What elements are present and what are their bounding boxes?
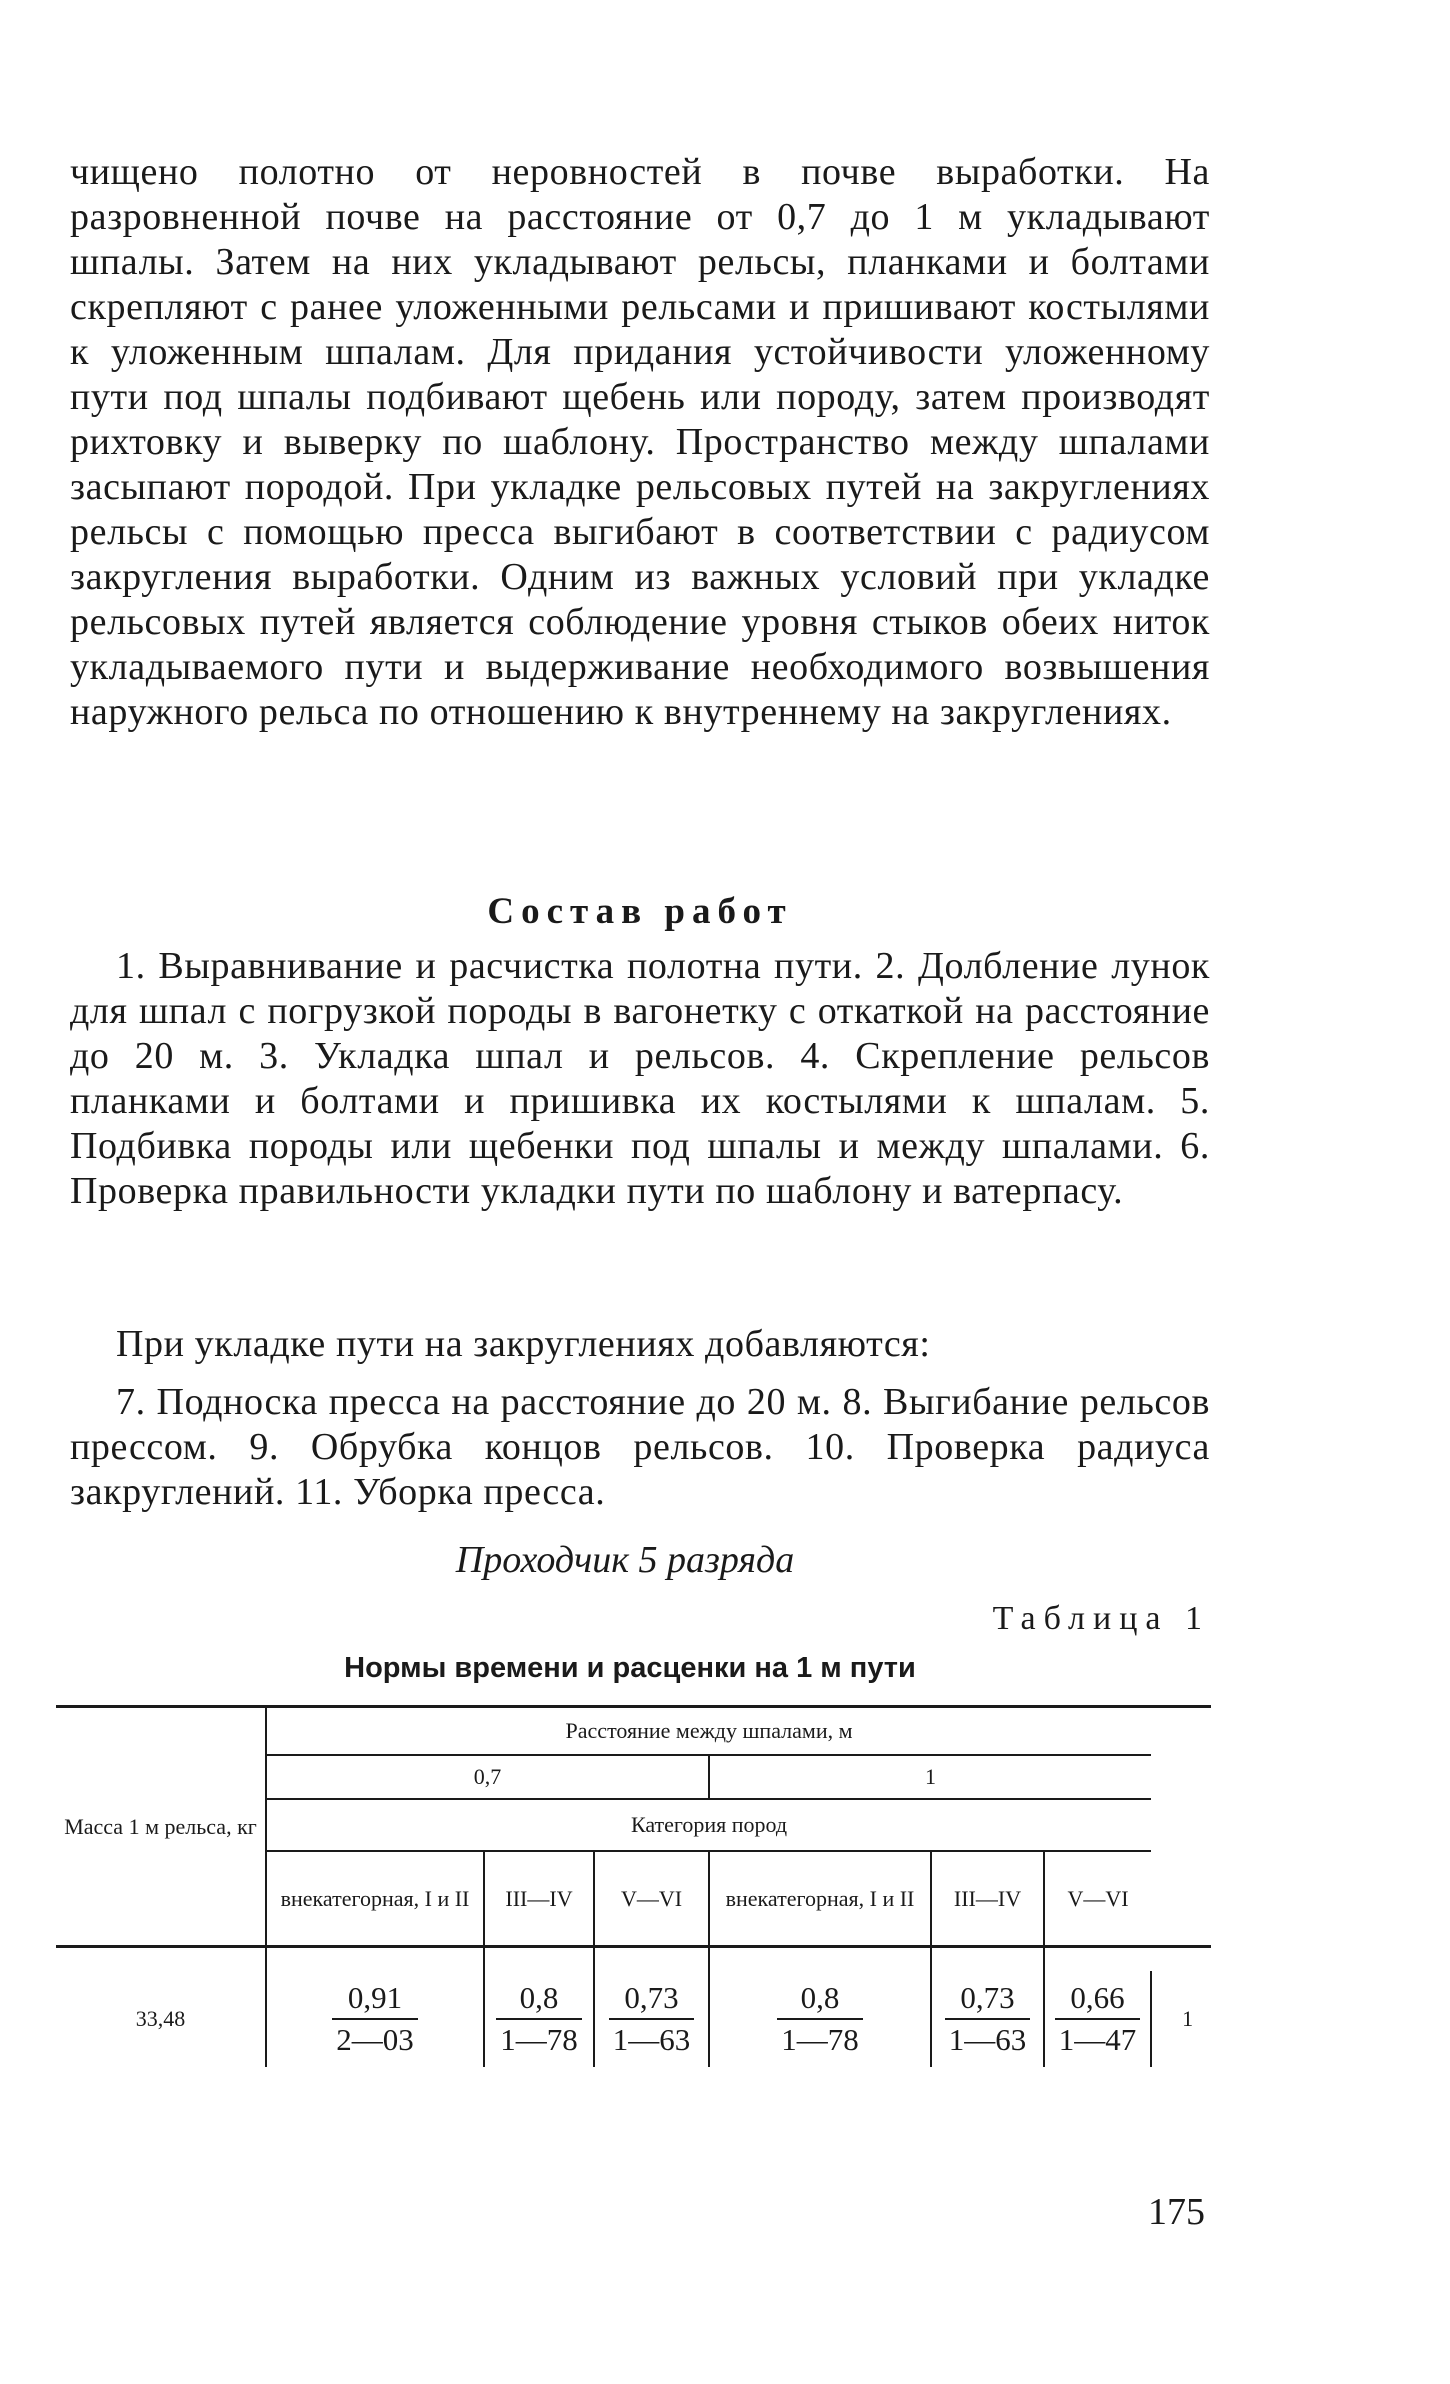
category-header: Категория пород: [266, 1799, 1151, 1851]
curves-intro: [70, 1322, 1210, 1367]
norm-rate: 2—03: [336, 2021, 414, 2057]
curves-intro-text: При укладке пути на закруглениях добавляются:: [116, 1323, 931, 1365]
norm-time: 0,8: [496, 1978, 582, 2020]
spacing-header: Расстояние между шпалами, м: [266, 1707, 1151, 1755]
intro-text: чищено полотно от неровностей в почве выработки. На разровненной почве на расстояние от 0,7 до 1 м укладывают шпалы. Затем на них укладывают рельсы, планками и болтами скрепляют с ранее уложенными рельсами и пришивают костылями к уложенным шпалам. Для придания устойчивости уложенному пути под шпалы подбивают щебень или породу, затем производят рихтовку и выверку по шаблону. Пространство между шпалами засыпают породой. При укладке рельсовых путей на закруглениях рельсы с помощью пресса выгибают в соответствии с радиусом закругления выработки. Одним из важных условий при укладке рельсовых путей является соблюдение уровня стыков обеих ниток укладываемого пути и выдерживание необходимого возвышения наружного рельса по отношению к внутреннему на закруглениях.: [70, 151, 1210, 733]
table-label: Таблица 1: [992, 1600, 1210, 1637]
mass-value: 33,48: [135, 2006, 186, 2031]
category-2: V—VI: [594, 1851, 709, 1947]
rank-title: Проходчик 5 разряда: [455, 1539, 795, 1581]
row-number: 1: [1151, 1971, 1211, 2067]
intro-paragraph: [70, 150, 1210, 735]
category-0: внекатегорная, I и II: [266, 1851, 484, 1947]
curves-list: [70, 1380, 1210, 1515]
spacing-value-0: 0,7: [266, 1755, 709, 1799]
norm-time: 0,73: [945, 1978, 1031, 2020]
curves-paragraph: 7. Подноска пресса на расстояние до 20 м. 8. Выгибание рельсов прессом. 9. Обрубка концов рельсов. 10. Проверка радиуса закруглений. 11. Уборка пресса.: [70, 1381, 1210, 1513]
category-3: внекатегорная, I и II: [709, 1851, 931, 1947]
norm-time: 0,73: [609, 1978, 695, 2020]
spacing-value-1: 1: [709, 1755, 1151, 1799]
header-row-spacing: [56, 1707, 1211, 1755]
norm-cell-5: [1044, 1971, 1151, 2067]
norm-time: 0,8: [777, 1978, 863, 2020]
norm-rate: 1—78: [500, 2021, 578, 2057]
norm-rate: 1—78: [781, 2021, 859, 2057]
norm-cell-2: [594, 1971, 709, 2067]
spacer-row: [56, 1947, 1211, 1971]
mass-header: Масса 1 м рельса, кг: [56, 1707, 266, 1947]
table-row: [56, 1971, 1211, 2067]
norm-rate: 1—47: [1058, 2021, 1137, 2057]
table-caption: Нормы времени и расценки на 1 м пути: [344, 1652, 916, 1684]
norm-cell-4: [931, 1971, 1044, 2067]
category-4: III—IV: [931, 1851, 1044, 1947]
section-heading: Состав работ: [487, 891, 793, 932]
page-number: 175: [1148, 2191, 1205, 2233]
works-list: [70, 944, 1210, 1214]
norm-rate: 1—63: [948, 2021, 1027, 2057]
norm-rate: 1—63: [612, 2021, 691, 2057]
works-paragraph: 1. Выравнивание и расчистка полотна пути. 2. Долбление лунок для шпал с погрузкой породы в вагонетку с откаткой на расстояние до 20 м. 3. Укладка шпал и рельсов. 4. Скрепление рельсов планками и болтами и пришивка их костылями к шпалам. 5. Подбивка породы или щебенки под шпалы и между шпалами. 6. Проверка правильности укладки пути по шаблону и ватерпасу.: [70, 945, 1210, 1212]
norms-table: [56, 1705, 1211, 2067]
header-trail-cell: [1151, 1707, 1211, 1755]
category-5: V—VI: [1044, 1851, 1151, 1947]
norm-cell-3: [709, 1971, 931, 2067]
category-1: III—IV: [484, 1851, 594, 1947]
norm-cell-1: [484, 1971, 594, 2067]
norm-time: 0,66: [1055, 1978, 1141, 2020]
norm-time: 0,91: [332, 1978, 418, 2020]
norm-cell-0: [266, 1971, 484, 2067]
